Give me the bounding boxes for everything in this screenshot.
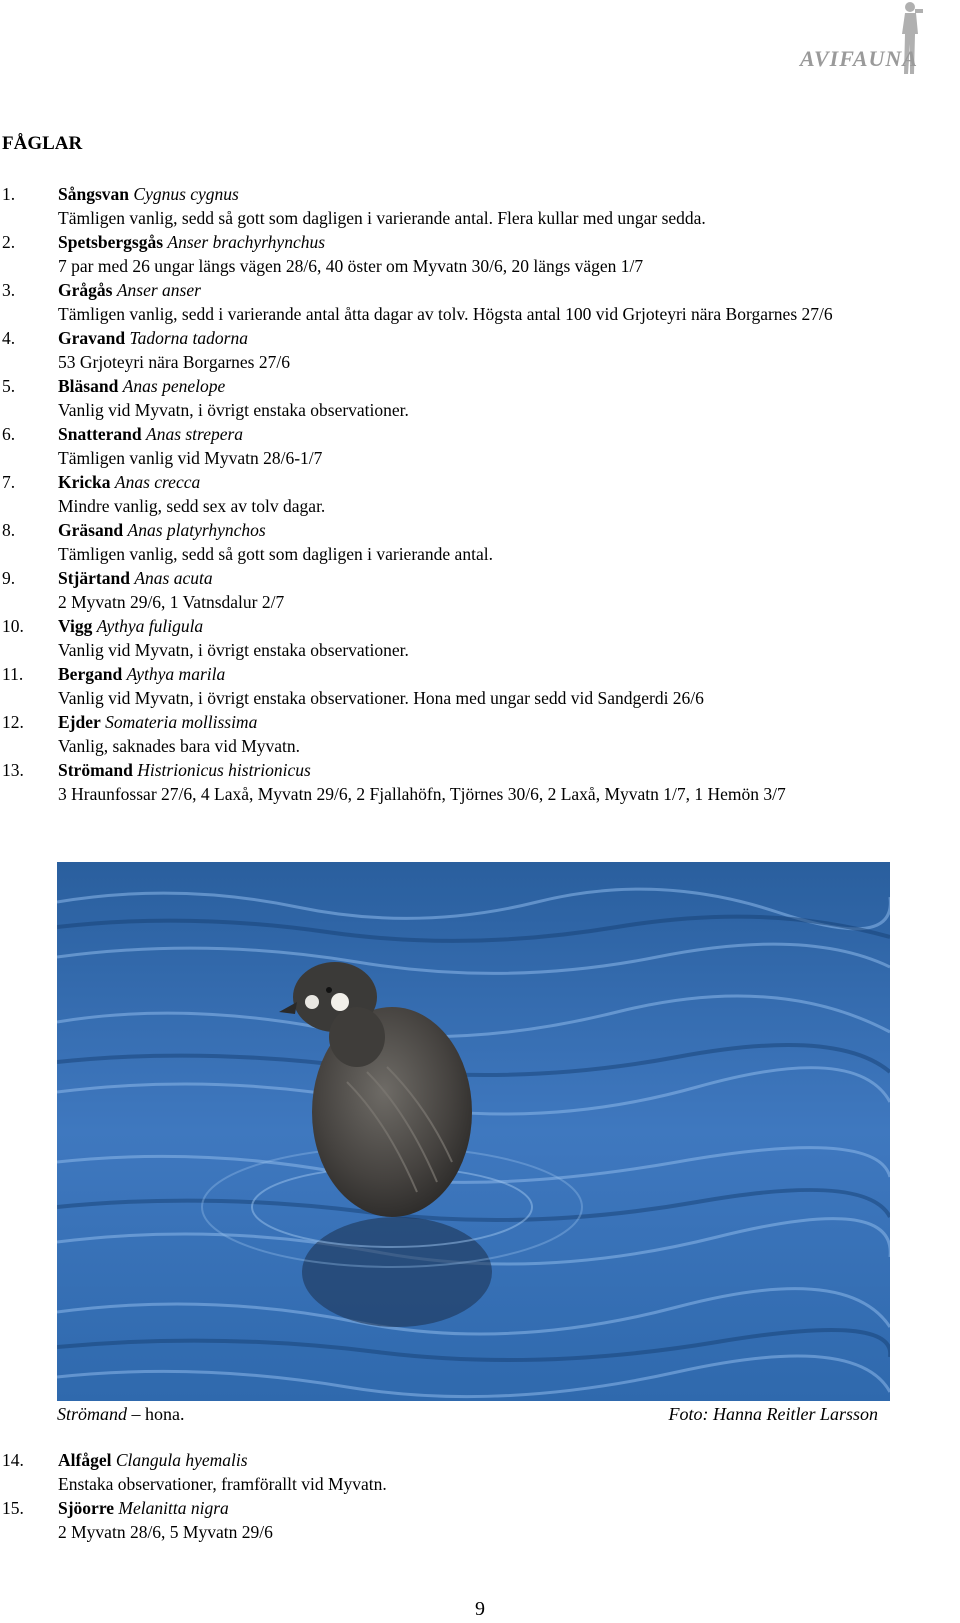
species-swedish-name: Ejder	[58, 712, 101, 732]
species-swedish-name: Strömand	[58, 760, 133, 780]
species-swedish-name: Alfågel	[58, 1450, 112, 1470]
species-swedish-name: Sångsvan	[58, 184, 130, 204]
species-latin-name: Anser brachyrhynchus	[167, 232, 326, 252]
species-entry	[0, 662, 960, 710]
species-swedish-name: Sjöorre	[58, 1498, 115, 1518]
species-entry	[0, 230, 960, 278]
species-latin-name: Aythya fuligula	[96, 616, 204, 636]
species-latin-name: Clangula hyemalis	[115, 1450, 248, 1470]
species-latin-name: Anas penelope	[122, 376, 226, 396]
species-observation-notes: Tämligen vanlig, sedd i varierande antal åtta dagar av tolv. Högsta antal 100 vid Grjoteyri nära Borgarnes 27/6	[58, 304, 833, 324]
photo-caption	[57, 1401, 890, 1427]
section-title: FÅGLAR	[2, 133, 83, 154]
species-swedish-name: Spetsbergsgås	[58, 232, 164, 252]
entry-number: 6.	[2, 424, 16, 444]
species-latin-name: Cygnus cygnus	[133, 184, 239, 204]
caption-sex: – hona.	[127, 1404, 185, 1424]
species-entry	[0, 518, 960, 566]
species-observation-notes: Mindre vanlig, sedd sex av tolv dagar.	[58, 496, 326, 516]
species-swedish-name: Stjärtand	[58, 568, 130, 588]
species-observation-notes: Vanlig vid Myvatn, i övrigt enstaka observationer.	[58, 640, 409, 660]
species-observation-notes: Vanlig, saknades bara vid Myvatn.	[58, 736, 301, 756]
entry-number: 7.	[2, 472, 16, 492]
entry-number: 3.	[2, 280, 16, 300]
caption-text	[57, 1401, 185, 1427]
species-latin-name: Anas acuta	[134, 568, 213, 588]
species-observation-notes: 2 Myvatn 28/6, 5 Myvatn 29/6	[58, 1522, 273, 1542]
entry-number: 1.	[2, 184, 16, 204]
species-observation-notes: 3 Hraunfossar 27/6, 4 Laxå, Myvatn 29/6, 2 Fjallahöfn, Tjörnes 30/6, 2 Laxå, Myvatn 1/7, 1 Hemön 3/7	[58, 784, 786, 804]
species-entry	[0, 422, 960, 470]
species-observation-notes: Tämligen vanlig vid Myvatn 28/6-1/7	[58, 448, 323, 468]
species-entry	[0, 614, 960, 662]
entry-number: 4.	[2, 328, 16, 348]
entry-number: 9.	[2, 568, 16, 588]
species-observation-notes: 2 Myvatn 29/6, 1 Vatnsdalur 2/7	[58, 592, 285, 612]
species-swedish-name: Grågås	[58, 280, 113, 300]
species-swedish-name: Gravand	[58, 328, 126, 348]
entry-number: 8.	[2, 520, 16, 540]
species-swedish-name: Kricka	[58, 472, 111, 492]
species-entry	[0, 1496, 960, 1544]
species-entry	[0, 710, 960, 758]
species-observation-notes: 53 Grjoteyri nära Borgarnes 27/6	[58, 352, 290, 372]
harlequin-duck-photo	[57, 862, 890, 1401]
entry-number: 13.	[2, 760, 24, 780]
species-entry	[0, 566, 960, 614]
species-latin-name: Anser anser	[116, 280, 201, 300]
species-entry	[0, 470, 960, 518]
entry-number: 15.	[2, 1498, 24, 1518]
species-latin-name: Somateria mollissima	[105, 712, 258, 732]
logo-wordmark: AVIFAUNA	[799, 46, 918, 71]
species-swedish-name: Bergand	[58, 664, 123, 684]
species-observation-notes: Vanlig vid Myvatn, i övrigt enstaka observationer.	[58, 400, 409, 420]
species-observation-notes: Enstaka observationer, framförallt vid Myvatn.	[58, 1474, 387, 1494]
species-swedish-name: Vigg	[58, 616, 93, 636]
species-latin-name: Aythya marila	[126, 664, 226, 684]
photo-credit: Foto: Hanna Reitler Larsson	[668, 1404, 878, 1424]
species-entry	[0, 374, 960, 422]
entry-number: 2.	[2, 232, 16, 252]
entry-number: 12.	[2, 712, 24, 732]
species-entry	[0, 1448, 960, 1496]
entry-number: 10.	[2, 616, 24, 636]
caption-species: Strömand	[57, 1404, 128, 1424]
species-list-continued	[0, 1448, 960, 1544]
entry-number: 14.	[2, 1450, 24, 1470]
species-entry	[0, 182, 960, 230]
species-observation-notes: Tämligen vanlig, sedd så gott som dagligen i varierande antal.	[58, 544, 493, 564]
avifauna-logo	[736, 0, 926, 80]
species-entry	[0, 758, 960, 806]
species-entry	[0, 278, 960, 326]
species-latin-name: Tadorna tadorna	[129, 328, 248, 348]
species-observation-notes: 7 par med 26 ungar längs vägen 28/6, 40 öster om Myvatn 30/6, 20 längs vägen 1/7	[58, 256, 644, 276]
species-latin-name: Histrionicus histrionicus	[137, 760, 311, 780]
species-latin-name: Anas strepera	[146, 424, 244, 444]
species-list	[0, 182, 960, 806]
species-observation-notes: Tämligen vanlig, sedd så gott som dagligen i varierande antal. Flera kullar med ungar sedda.	[58, 208, 706, 228]
species-observation-notes: Vanlig vid Myvatn, i övrigt enstaka observationer. Hona med ungar sedd vid Sandgerdi 26/6	[58, 688, 704, 708]
species-swedish-name: Snatterand	[58, 424, 142, 444]
species-latin-name: Anas crecca	[114, 472, 201, 492]
entry-number: 5.	[2, 376, 16, 396]
species-swedish-name: Gräsand	[58, 520, 124, 540]
species-latin-name: Anas platyrhynchos	[127, 520, 266, 540]
species-swedish-name: Bläsand	[58, 376, 119, 396]
entry-number: 11.	[2, 664, 24, 684]
species-latin-name: Melanitta nigra	[118, 1498, 229, 1518]
species-entry	[0, 326, 960, 374]
page-number: 9	[475, 1598, 485, 1620]
